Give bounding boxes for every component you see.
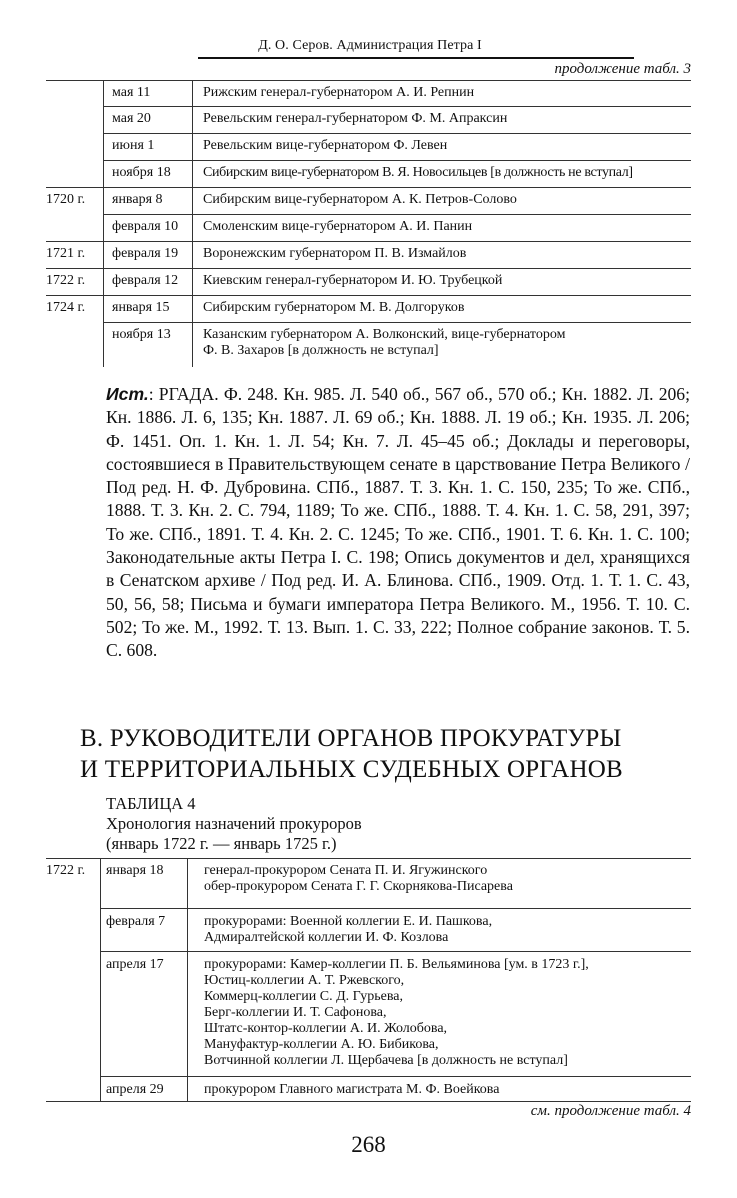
row-year: 1722 г. <box>46 863 86 878</box>
continuation-note-top: продолжение табл. 3 <box>554 61 691 77</box>
row-text: Киевским генерал-губернатором И. Ю. Трубецкой <box>203 273 503 288</box>
row-text-line: Юстиц-коллегии А. Т. Ржевского, <box>204 973 405 988</box>
row-date: февраля 10 <box>112 219 179 234</box>
continuation-note-bottom: см. продолжение табл. 4 <box>530 1103 691 1119</box>
row-year: 1724 г. <box>46 300 86 315</box>
row-text-line: Ф. В. Захаров [в должность не вступал] <box>203 343 439 358</box>
row-text <box>204 957 687 1069</box>
row-rule <box>103 322 691 323</box>
row-text: Сибирским вице-губернатором А. К. Петров-Солово <box>203 192 517 207</box>
row-rule <box>100 1076 691 1077</box>
row-date: ноября 18 <box>112 165 171 180</box>
row-date: ноября 13 <box>112 327 171 342</box>
row-text: Ревельским вице-губернатором Ф. Левен <box>203 138 448 153</box>
header-rule <box>198 57 634 59</box>
row-text: Сибирским губернатором М. В. Долгоруков <box>203 300 465 315</box>
row-date: января 15 <box>112 300 170 315</box>
row-rule <box>46 295 691 296</box>
row-year: 1722 г. <box>46 273 86 288</box>
row-rule <box>46 268 691 269</box>
row-text-line: генерал-прокурором Сената П. И. Ягужинского <box>204 863 488 878</box>
row-rule <box>103 133 691 134</box>
row-date: апреля 29 <box>106 1082 164 1097</box>
row-date: февраля 7 <box>106 914 166 929</box>
row-rule <box>46 241 691 242</box>
row-date: февраля 19 <box>112 246 179 261</box>
row-text: Сибирским вице-губернатором В. Я. Новосильцев [в должность не вступал] <box>203 165 633 180</box>
section-title <box>80 723 700 785</box>
row-rule <box>103 160 691 161</box>
row-year: 1721 г. <box>46 246 86 261</box>
row-text <box>203 327 687 359</box>
row-text-line: Адмиралтейской коллегии И. Ф. Козлова <box>204 930 449 945</box>
row-date: января 18 <box>106 863 164 878</box>
row-date: июня 1 <box>112 138 155 153</box>
row-text <box>204 914 687 946</box>
row-text-line: Берг-коллегии И. Т. Сафонова, <box>204 1005 387 1020</box>
table-caption-line: (январь 1722 г. — январь 1725 г.) <box>106 834 337 853</box>
row-rule <box>100 908 691 909</box>
row-text-line: Штатс-контор-коллегии А. И. Жолобова, <box>204 1021 448 1036</box>
row-text-line: Мануфактур-коллегии А. Ю. Бибикова, <box>204 1037 439 1052</box>
sources-label: Ист. <box>106 384 149 404</box>
row-date: апреля 17 <box>106 957 164 972</box>
row-date: мая 11 <box>112 85 151 100</box>
table-3 <box>46 80 691 367</box>
row-text-line: Вотчинной коллегии Л. Щербачева [в должность не вступал] <box>204 1053 568 1068</box>
table-top-rule <box>46 80 691 81</box>
row-text: Смоленским вице-губернатором А. И. Панин <box>203 219 473 234</box>
running-head: Д. О. Серов. Администрация Петра I <box>258 38 482 53</box>
table-top-rule <box>46 858 691 859</box>
row-text-line: прокурорами: Камер-коллегии П. Б. Вельяминова [ум. в 1723 г.], <box>204 957 589 972</box>
table-caption-line: Хронология назначений прокуроров <box>106 814 362 833</box>
row-text: Рижским генерал-губернатором А. И. Репнин <box>203 85 475 100</box>
row-rule <box>103 214 691 215</box>
row-text <box>204 1082 687 1098</box>
column-divider <box>192 80 193 367</box>
row-text-line: обер-прокурором Сената Г. Г. Скорнякова-Писарева <box>204 879 513 894</box>
page-number: 268 <box>351 1132 386 1157</box>
section-title-line: В. РУКОВОДИТЕЛИ ОРГАНОВ ПРОКУРАТУРЫ <box>80 725 622 752</box>
column-divider <box>100 858 101 1101</box>
row-rule <box>100 951 691 952</box>
row-text: Ревельским генерал-губернатором Ф. М. Апраксин <box>203 111 508 126</box>
row-text-line: Казанским губернатором А. Волконский, вице-губернатором <box>203 327 566 342</box>
row-text-line: прокурорами: Военной коллегии Е. И. Пашкова, <box>204 914 493 929</box>
table-bottom-rule <box>46 1101 691 1102</box>
row-text-line: прокурором Главного магистрата М. Ф. Воейкова <box>204 1082 500 1097</box>
row-text-line: Коммерц-коллегии С. Д. Гурьева, <box>204 989 403 1004</box>
row-date: января 8 <box>112 192 163 207</box>
row-rule <box>46 187 691 188</box>
section-title-line: И ТЕРРИТОРИАЛЬНЫХ СУДЕБНЫХ ОРГАНОВ <box>80 756 623 783</box>
table-4 <box>46 858 691 1103</box>
column-divider <box>187 858 188 1101</box>
row-date: февраля 12 <box>112 273 179 288</box>
column-divider <box>103 80 104 367</box>
row-text: Воронежским губернатором П. В. Измайлов <box>203 246 467 261</box>
table-caption <box>106 814 606 854</box>
table-label: ТАБЛИЦА 4 <box>106 794 196 813</box>
row-date: мая 20 <box>112 111 151 126</box>
sources-paragraph <box>106 383 690 663</box>
row-rule <box>103 106 691 107</box>
row-year: 1720 г. <box>46 192 86 207</box>
sources-text: : РГАДА. Ф. 248. Кн. 985. Л. 540 об., 567 об., 570 об.; Кн. 1882. Л. 206; Кн. 1886. Л. 6, 135; Кн. 1887. Л. 69 об.; Кн. 1888. Л. 19 об.; Кн. 1935. Л. 206; Ф. 1451. Оп. 1. Кн. 1. Л. 54; Кн. 7. Л. 45–45 об.; Доклады и переговоры, состоявшиеся в Правительствующем сенате в царствование Петра Великого / Под ред. Н. Ф. Дубровина. СПб., 1887. Т. 3. Кн. 1. С. 150, 235; То же. СПб., 1888. Т. 3. Кн. 2. С. 794, 1189; То же. СПб., 1888. Т. 4. Кн. 1. С. 58, 291, 397; То же. СПб., 1891. Т. 4. Кн. 2. С. 1245; То же. СПб., 1901. Т. 6. Кн. 1. С. 100; Законодательные акты Петра I. С. 198; Опись документов и дел, хранящихся в Сенатском архиве / Под ред. И. А. Блинова. СПб., 1909. Отд. 1. Т. 1. С. 43, 50, 56, 58; Письма и бумаги императора Петра Великого. М., 1956. Т. 10. С. 502; То же. М., 1992. Т. 13. Вып. 1. С. 33, 222; Полное собрание законов. Т. 5. С. 608. <box>106 384 690 661</box>
row-text <box>204 863 687 895</box>
